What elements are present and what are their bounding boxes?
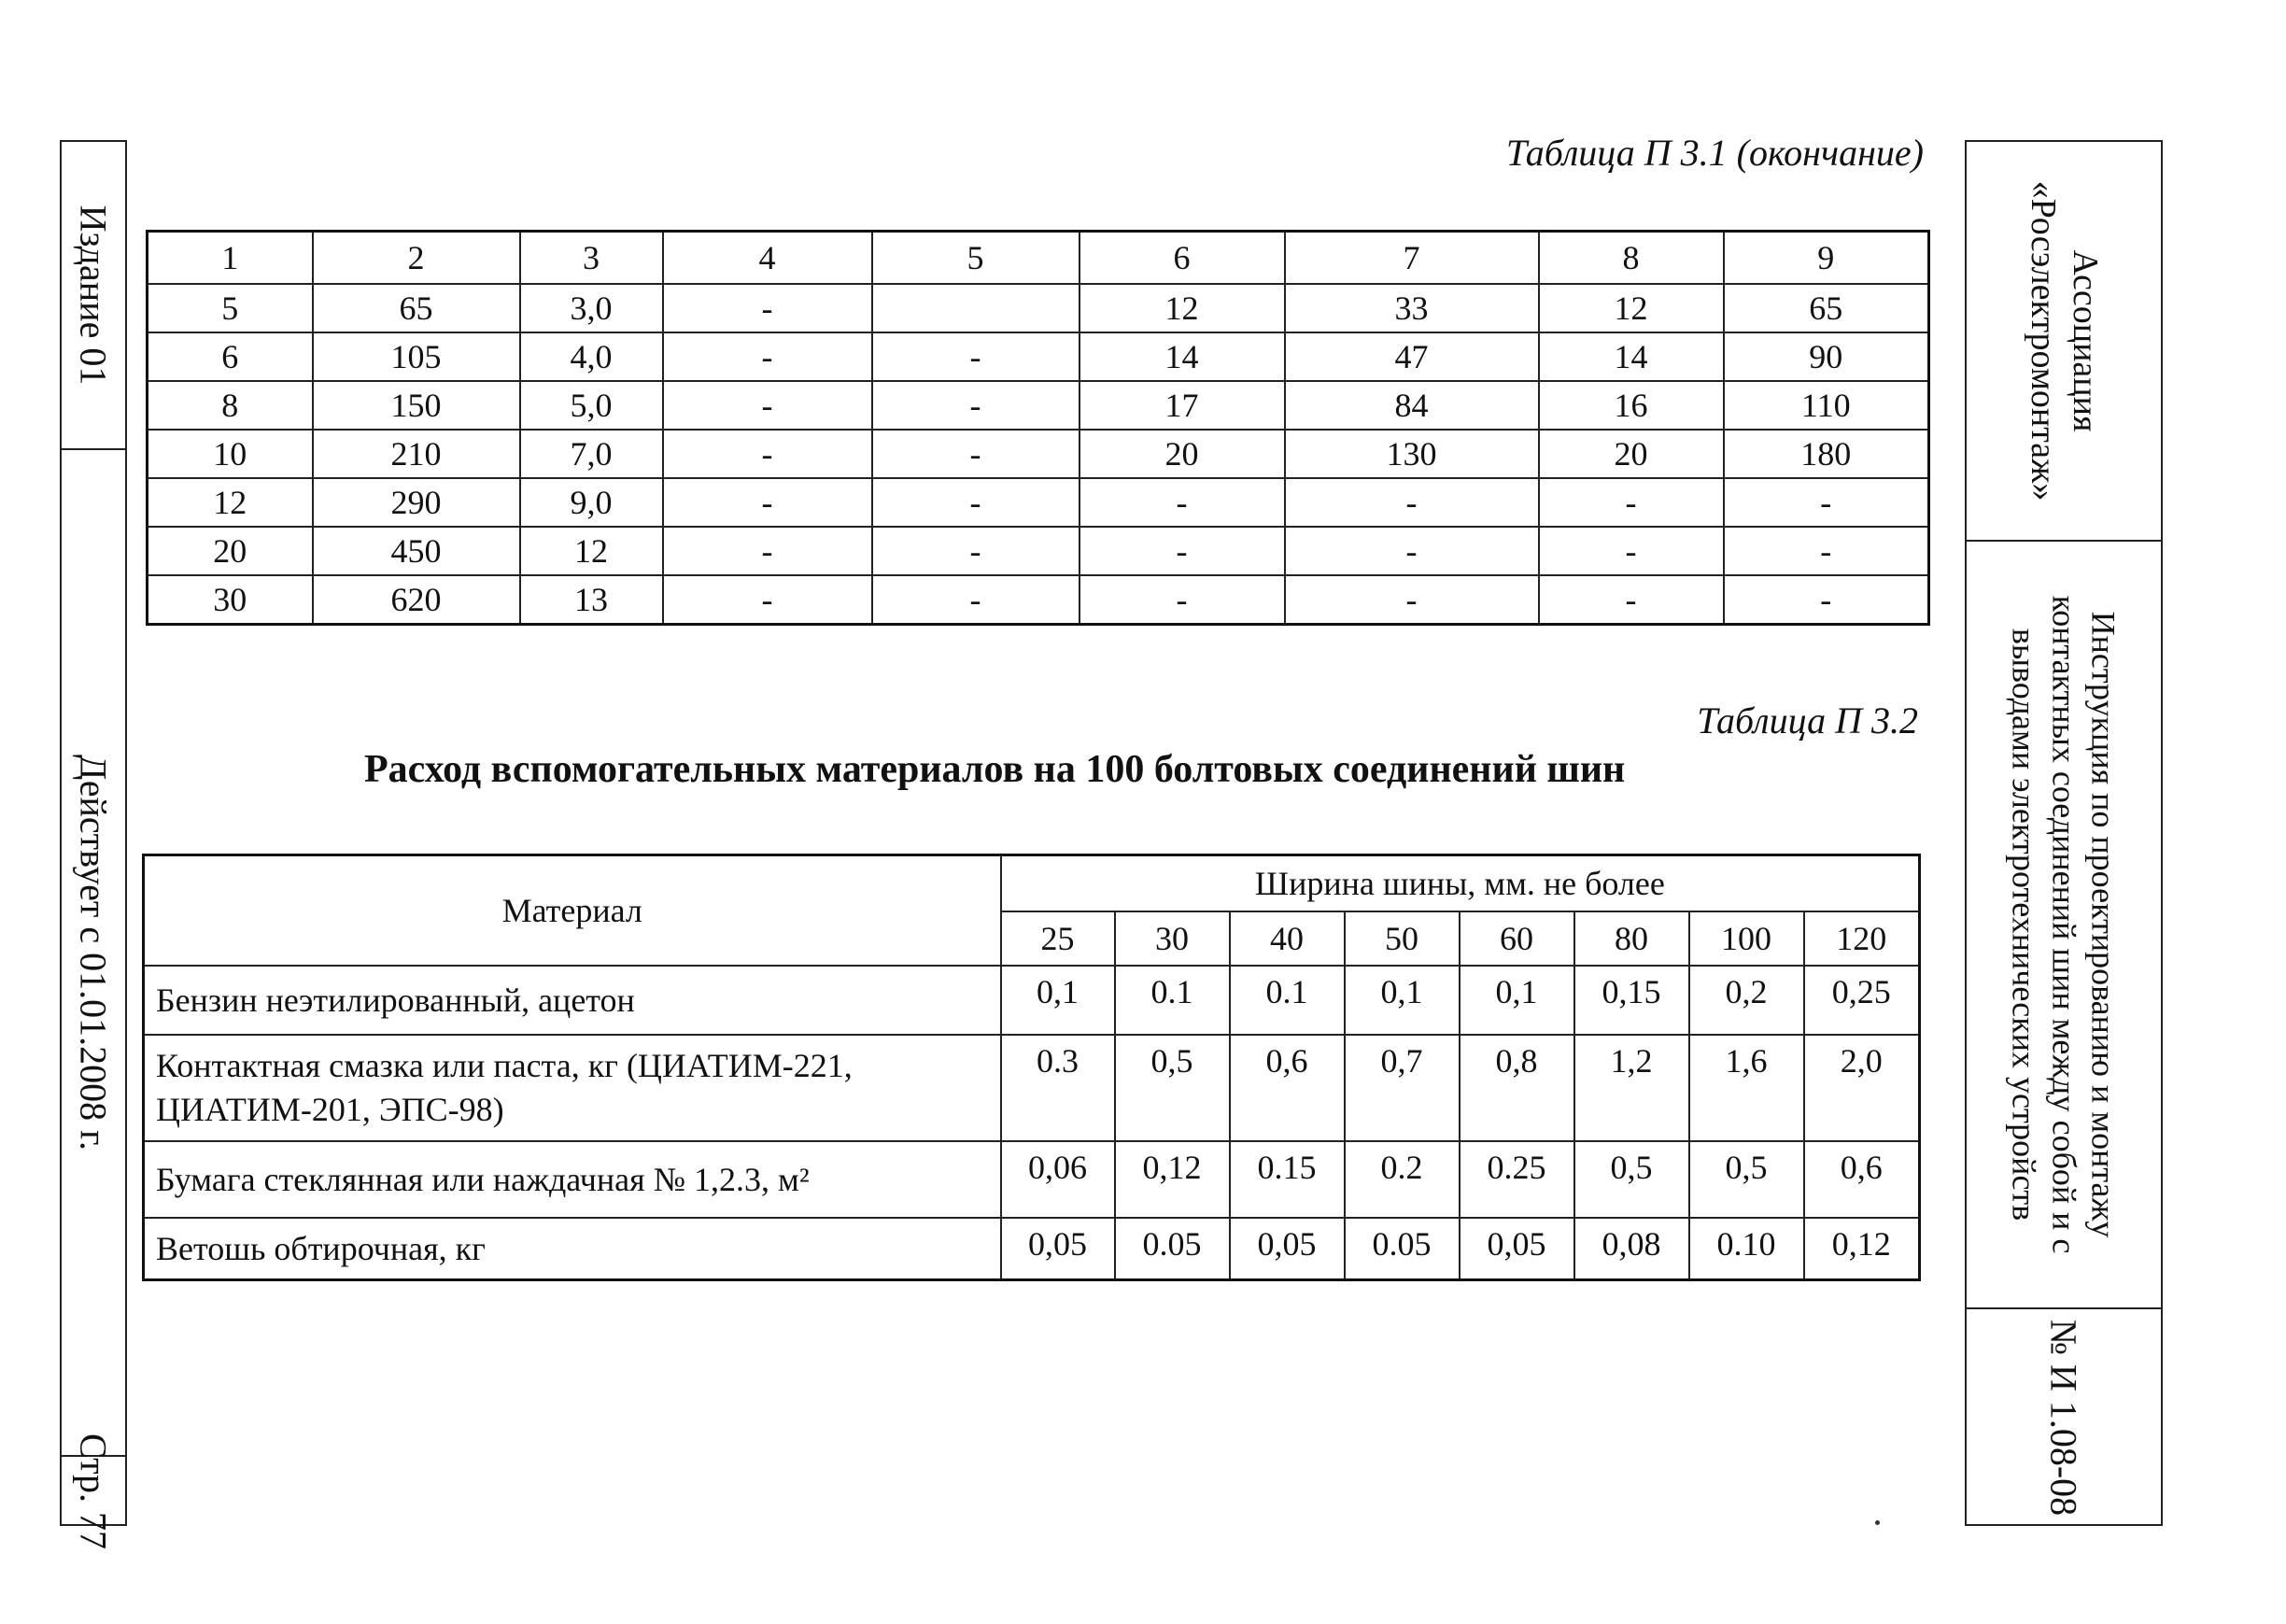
width-value-cell: 100 — [1689, 911, 1804, 966]
table1-cell: - — [1539, 527, 1724, 575]
edition-cell — [62, 142, 125, 450]
consumption-value-cell: 0,05 — [1230, 1218, 1345, 1280]
table1-row — [148, 284, 1929, 332]
table1-cell: 620 — [313, 575, 520, 625]
consumption-value-cell: 0.2 — [1345, 1141, 1460, 1218]
table1-cell: 33 — [1285, 284, 1539, 332]
table1-cell: 12 — [1080, 284, 1285, 332]
table1-cell: 450 — [313, 527, 520, 575]
table1-header-cell: 8 — [1539, 232, 1724, 285]
consumption-value-cell: 1,6 — [1689, 1035, 1804, 1141]
consumption-value-cell: 0.3 — [1001, 1035, 1115, 1141]
valid-from-label: Действует с 01.01.2008 г. — [72, 754, 115, 1151]
table1-cell: 20 — [148, 527, 313, 575]
table1-cell — [872, 284, 1080, 332]
table1-cell: 14 — [1080, 332, 1285, 381]
consumption-value-cell: 0,1 — [1345, 966, 1460, 1035]
document-number-cell — [1967, 1309, 2161, 1526]
organization-name: Ассоциация «Росэлектромонтаж» — [2024, 180, 2105, 501]
table1-cell: 180 — [1724, 430, 1929, 478]
material-name-cell: Контактная смазка или паста, кг (ЦИАТИМ-221, ЦИАТИМ-201, ЭПС-98) — [144, 1035, 1001, 1141]
width-value-cell: 25 — [1001, 911, 1115, 966]
table1-cell: 47 — [1285, 332, 1539, 381]
table1-cell: - — [663, 575, 872, 625]
width-value-cell: 40 — [1230, 911, 1345, 966]
table1-cell: 110 — [1724, 381, 1929, 430]
table1-cell: 20 — [1539, 430, 1724, 478]
consumption-value-cell: 0,06 — [1001, 1141, 1115, 1218]
consumption-value-cell: 0,12 — [1115, 1141, 1230, 1218]
consumption-value-cell: 0.10 — [1689, 1218, 1804, 1280]
table1-cell: 3,0 — [520, 284, 663, 332]
table2-row — [144, 1035, 1920, 1141]
table1-cell: 13 — [520, 575, 663, 625]
table1-cell: 4,0 — [520, 332, 663, 381]
table2-row — [144, 966, 1920, 1035]
width-header: Ширина шины, мм. не более — [1001, 855, 1920, 912]
table1-cell: 150 — [313, 381, 520, 430]
width-value-cell: 120 — [1804, 911, 1920, 966]
table1-header-cell: 2 — [313, 232, 520, 285]
consumption-value-cell: 0.05 — [1115, 1218, 1230, 1280]
table1-cell: - — [1285, 575, 1539, 625]
table1-header-cell: 7 — [1285, 232, 1539, 285]
table1-cell: 84 — [1285, 381, 1539, 430]
table1-cell: - — [1724, 478, 1929, 527]
table1-cell: 12 — [520, 527, 663, 575]
table1-header-cell: 6 — [1080, 232, 1285, 285]
table1-cell: 12 — [1539, 284, 1724, 332]
table1-header-cell: 4 — [663, 232, 872, 285]
table1-header-cell: 1 — [148, 232, 313, 285]
material-header: Материал — [144, 855, 1001, 967]
table1-cell: - — [663, 284, 872, 332]
document-title-cell — [1967, 542, 2161, 1309]
material-name-cell: Бумага стеклянная или наждачная № 1,2.3, м² — [144, 1141, 1001, 1218]
consumption-value-cell: 0,05 — [1460, 1218, 1574, 1280]
consumption-value-cell: 0,12 — [1804, 1218, 1920, 1280]
table1 — [146, 230, 1930, 626]
table1-header-cell: 5 — [872, 232, 1080, 285]
table1-cell: - — [872, 575, 1080, 625]
table1-header-row — [148, 232, 1929, 285]
valid-from-cell — [62, 450, 125, 1457]
table1-cell: 30 — [148, 575, 313, 625]
table1-cell: - — [1080, 575, 1285, 625]
table2-caption: Таблица П 3.2 — [1697, 699, 1918, 741]
edition-label: Издание 01 — [72, 205, 115, 386]
table1-cell: - — [663, 381, 872, 430]
consumption-value-cell: 0,5 — [1689, 1141, 1804, 1218]
consumption-value-cell: 0,8 — [1460, 1035, 1574, 1141]
organization-cell — [1967, 142, 2161, 542]
table1-cell: 130 — [1285, 430, 1539, 478]
table1-cell: - — [1539, 478, 1724, 527]
table1-cell: - — [663, 478, 872, 527]
table1-cell: - — [872, 478, 1080, 527]
table1-cell: 10 — [148, 430, 313, 478]
table1-cell: - — [872, 332, 1080, 381]
width-value-cell: 60 — [1460, 911, 1574, 966]
table1-cell: - — [1285, 527, 1539, 575]
consumption-value-cell: 0.15 — [1230, 1141, 1345, 1218]
table1-cell: 7,0 — [520, 430, 663, 478]
table1-cell: - — [1724, 575, 1929, 625]
table1-cell: - — [1080, 527, 1285, 575]
table1-row — [148, 478, 1929, 527]
table1-cell: 14 — [1539, 332, 1724, 381]
table1-header-cell: 3 — [520, 232, 663, 285]
table1-cell: - — [1285, 478, 1539, 527]
table1-cell: 9,0 — [520, 478, 663, 527]
table2-row — [144, 1218, 1920, 1280]
consumption-value-cell: 0.25 — [1460, 1141, 1574, 1218]
table1-cell: 8 — [148, 381, 313, 430]
table2 — [142, 854, 1921, 1281]
consumption-value-cell: 0.1 — [1115, 966, 1230, 1035]
document-number: № И 1.08-08 — [2042, 1319, 2085, 1517]
page-number-cell — [62, 1433, 125, 1550]
table1-row — [148, 527, 1929, 575]
consumption-value-cell: 0,15 — [1574, 966, 1689, 1035]
table1-cell: - — [1539, 575, 1724, 625]
table2-row — [144, 1141, 1920, 1218]
material-name-cell: Бензин неэтилированный, ацетон — [144, 966, 1001, 1035]
consumption-value-cell: 0.1 — [1230, 966, 1345, 1035]
document-title: Инструкция по проектированию и монтажу контактных соединений шин между собой и с выводами электротехнических устройств — [2005, 595, 2123, 1254]
table1-cell: 5,0 — [520, 381, 663, 430]
table2-title: Расход вспомогательных материалов на 100 болтовых соединений шин — [364, 748, 1626, 791]
consumption-value-cell: 0,5 — [1574, 1141, 1689, 1218]
consumption-value-cell: 0.05 — [1345, 1218, 1460, 1280]
consumption-value-cell: 0,6 — [1230, 1035, 1345, 1141]
table1-cell: - — [1724, 527, 1929, 575]
table1-cell: 210 — [313, 430, 520, 478]
material-name-cell: Ветошь обтирочная, кг — [144, 1218, 1001, 1280]
consumption-value-cell: 1,2 — [1574, 1035, 1689, 1141]
table1-cell: - — [872, 527, 1080, 575]
consumption-value-cell: 0,08 — [1574, 1218, 1689, 1280]
page-number-label: Стр. 77 — [72, 1433, 115, 1550]
table1-row — [148, 430, 1929, 478]
stray-dot — [1875, 1520, 1880, 1525]
consumption-value-cell: 0,25 — [1804, 966, 1920, 1035]
table1-cell: 17 — [1080, 381, 1285, 430]
table1-cell: - — [872, 381, 1080, 430]
table1-cell: 290 — [313, 478, 520, 527]
table1-caption: Таблица П 3.1 (окончание) — [1505, 132, 1924, 174]
table1-row — [148, 575, 1929, 625]
table1-cell: 105 — [313, 332, 520, 381]
table1-cell: 12 — [148, 478, 313, 527]
table1-cell: - — [663, 332, 872, 381]
consumption-value-cell: 0,05 — [1001, 1218, 1115, 1280]
table1-cell: - — [872, 430, 1080, 478]
consumption-value-cell: 2,0 — [1804, 1035, 1920, 1141]
table1-cell: - — [663, 430, 872, 478]
table1-header-cell: 9 — [1724, 232, 1929, 285]
left-stamp — [60, 140, 127, 1550]
width-value-cell: 80 — [1574, 911, 1689, 966]
consumption-value-cell: 0,6 — [1804, 1141, 1920, 1218]
table1-row — [148, 381, 1929, 430]
table1-cell: 16 — [1539, 381, 1724, 430]
table1-cell: 6 — [148, 332, 313, 381]
table1-row — [148, 332, 1929, 381]
table1-cell: - — [1080, 478, 1285, 527]
table1-cell: 90 — [1724, 332, 1929, 381]
consumption-value-cell: 0,1 — [1001, 966, 1115, 1035]
consumption-value-cell: 0,7 — [1345, 1035, 1460, 1141]
table1-cell: 20 — [1080, 430, 1285, 478]
width-value-cell: 50 — [1345, 911, 1460, 966]
consumption-value-cell: 0,5 — [1115, 1035, 1230, 1141]
table1-cell: 65 — [313, 284, 520, 332]
consumption-value-cell: 0,2 — [1689, 966, 1804, 1035]
width-value-cell: 30 — [1115, 911, 1230, 966]
table1-cell: - — [663, 527, 872, 575]
consumption-value-cell: 0,1 — [1460, 966, 1574, 1035]
right-stamp — [1965, 140, 2163, 1526]
table1-cell: 5 — [148, 284, 313, 332]
table1-cell: 65 — [1724, 284, 1929, 332]
